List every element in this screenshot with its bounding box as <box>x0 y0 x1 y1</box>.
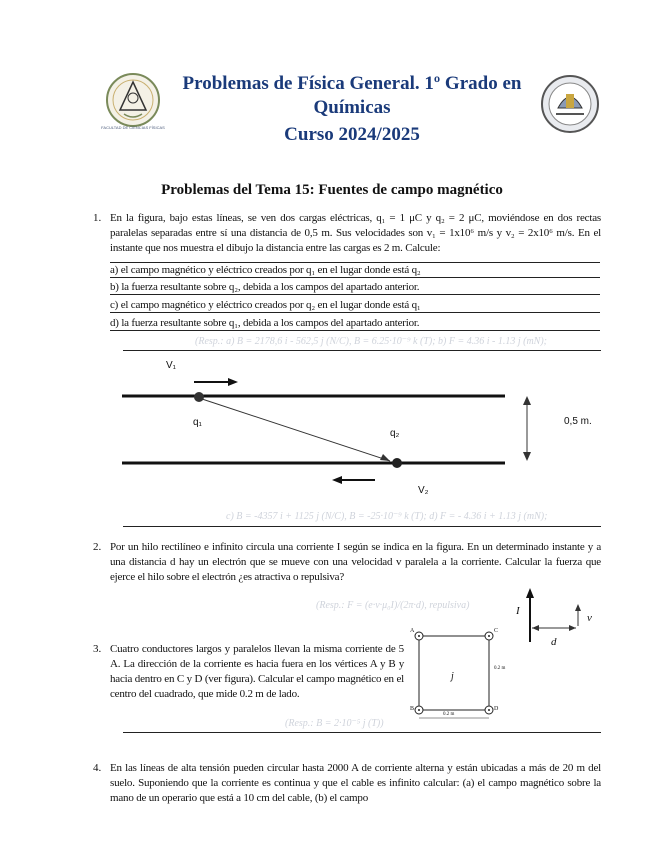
label-center: j <box>451 671 454 682</box>
problem-3-text: Cuatro conductores largos y paralelos llevan la misma corriente de 5 A. La dirección de la corriente es hacia fuera en los vértices A y B y hacia dentro en C y D (ver figura). Calcular el campo magnético en el centro del cuadrado, que mide 0.2 m de lado. <box>110 643 404 700</box>
label-current-I: I <box>516 605 520 617</box>
university-logo-right <box>540 74 600 134</box>
problem-1-option-b: b) la fuerza resultante sobre q₂, debida a los campos del apartado anterior. <box>110 280 600 295</box>
problem-3-answer: (Resp.: B = 2·10⁻⁵ j (T)) <box>285 718 384 729</box>
answer-rule <box>123 350 601 351</box>
problem-1-option-c: c) el campo magnético y eléctrico creados por q₂ en el lugar donde está q₁ <box>110 298 600 313</box>
logo-left-caption: FACULTAD DE CIENCIAS FÍSICAS <box>101 125 165 130</box>
label-q2: q₂ <box>390 428 400 439</box>
square-conductors-diagram <box>405 626 505 726</box>
label-q1: q₁ <box>193 417 202 428</box>
label-v2: V₂ <box>418 485 429 496</box>
charges-diagram <box>110 356 610 506</box>
answer-rule <box>123 732 601 733</box>
problem-1-option-a: a) el campo magnético y eléctrico creados por q₁ en el lugar donde está q₂ <box>110 262 600 278</box>
label-side-vertical: 0.2 m <box>494 666 506 671</box>
label-corner-B: B <box>410 706 415 712</box>
problem-2-answer: (Resp.: F = (e·v·μ₀I)/(2π·d), repulsiva) <box>316 600 470 611</box>
page-title <box>160 72 544 147</box>
label-corner-A: A <box>410 628 415 634</box>
label-corner-D: D <box>494 706 499 712</box>
problem-2-text: Por un hilo rectilíneo e infinito circula una corriente I según se indica en la figura. En un determinado instante y a una distancia d hay un electrón que se mueve con una velocidad v paralela a la corriente. Calcular la fuerza que ejerce el hilo sobre el electrón ¿es atractiva o repulsiva? <box>110 541 601 583</box>
title-line-2: Químicas <box>313 97 391 118</box>
section-title: Problemas del Tema 15: Fuentes de campo magnético <box>161 182 503 198</box>
problem-1-answer-bottom: c) B = -4357 i + 1125 j (N/C), B = -25·10⁻⁹ k (T); d) F = - 4.36 i + 1.13 j (mN); <box>226 511 548 522</box>
problem-1-answer-top: (Resp.: a) B = 2178,6 i - 562,5 j (N/C), B = 6.25·10⁻⁹ k (T); b) F = 4.36 i - 1.13 j (mN); <box>195 336 548 347</box>
label-distance-d: d <box>551 636 557 648</box>
title-line-1: Problemas de Física General. 1º Grado en <box>182 73 522 94</box>
label-velocity-v: v <box>587 612 592 624</box>
problem-1-option-d: d) la fuerza resultante sobre q₁, debida a los campos del apartado anterior. <box>110 316 600 331</box>
label-distance: 0,5 m. <box>564 416 592 427</box>
problem-1-number: 1. <box>93 212 102 224</box>
problem-1-text: En la figura, bajo estas líneas, se ven dos cargas eléctricas, q₁ = 1 μC y q₂ = 2 μC, moviéndose en dos rectas paralelas separadas entre sí una distancia de 0,5 m. Sus velocidades son v₁ = 1x10⁶ m/s y v₂ = 2x10⁶ m/s. En el instante que nos muestra el dibujo la distancia entre las cargas es 2 m. Calcule: <box>110 212 601 254</box>
label-v1: V₁ <box>166 360 177 371</box>
label-corner-C: C <box>494 628 499 634</box>
problem-4-number: 4. <box>93 762 102 774</box>
answer-rule <box>123 526 601 527</box>
problem-2-number: 2. <box>93 541 102 553</box>
title-line-3: Curso 2024/2025 <box>284 124 420 145</box>
label-side-horizontal: 0.2 m <box>443 712 455 717</box>
problem-4-text: En las líneas de alta tensión pueden circular hasta 2000 A de corriente alterna y están ubicadas a más de 20 m del suelo. Suponiendo que la corriente es continua y que el cable es infinito calcular: (a) el campo magnético sobre la mano de un operario que está a 10 cm del cable, (b) el campo <box>110 762 601 804</box>
problem-3-number: 3. <box>93 643 102 655</box>
